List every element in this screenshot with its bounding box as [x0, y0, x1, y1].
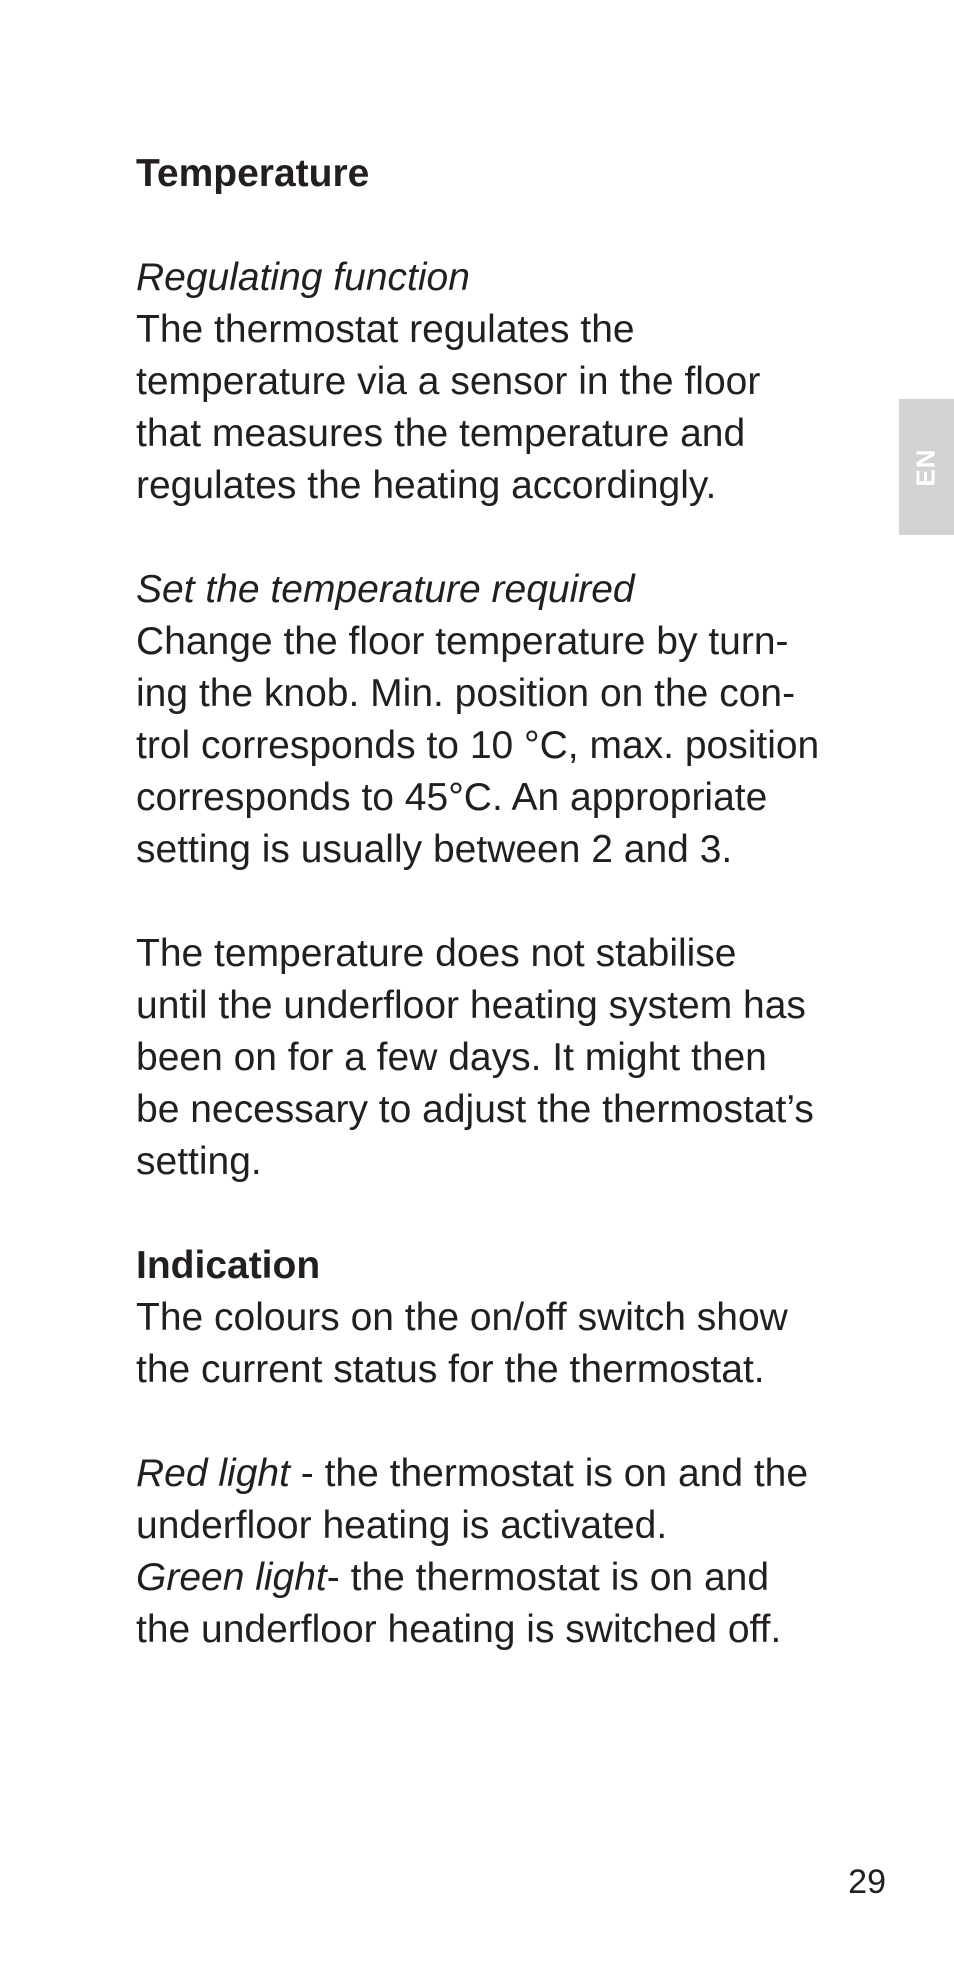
green-light-line-1 — [136, 1552, 856, 1604]
set-temperature-line-4: corresponds to 45°C. An appropriate — [136, 776, 768, 819]
red-light-line-1 — [136, 1448, 856, 1500]
stabilise-line-2: until the underfloor heating system has — [136, 984, 806, 1027]
green-light-line-2: the underfloor heating is switched off. — [136, 1608, 782, 1651]
red-light-term: Red light — [136, 1452, 290, 1495]
spacer — [136, 1188, 856, 1240]
indication-line-1: The colours on the on/off switch show — [136, 1296, 788, 1339]
stabilise-line-3: been on for a few days. It might then — [136, 1036, 767, 1079]
stabilise-line-5: setting. — [136, 1140, 262, 1183]
spacer — [136, 200, 856, 252]
set-temperature-line-3: trol corresponds to 10 °C, max. position — [136, 724, 820, 767]
green-light-term: Green light — [136, 1556, 327, 1599]
language-tab — [899, 399, 954, 535]
green-light-text-1: - the thermostat is on and — [326, 1556, 770, 1599]
spacer — [136, 876, 856, 928]
regulating-line-3: that measures the temperature and — [136, 412, 746, 455]
spacer — [136, 512, 856, 564]
set-temperature-subheading: Set the temperature required — [136, 568, 635, 611]
page-number: 29 — [848, 1863, 886, 1901]
page-content — [136, 148, 856, 1656]
regulating-line-1: The thermostat regulates the — [136, 308, 635, 351]
regulating-function-subheading: Regulating function — [136, 256, 470, 299]
temperature-heading: Temperature — [136, 152, 370, 195]
set-temperature-line-5: setting is usually between 2 and 3. — [136, 828, 733, 871]
indication-line-2: the current status for the thermostat. — [136, 1348, 765, 1391]
regulating-line-4: regulates the heating accordingly. — [136, 464, 717, 507]
set-temperature-line-2: ing the knob. Min. position on the con- — [136, 672, 796, 715]
spacer — [136, 1396, 856, 1448]
language-tab-label: EN — [911, 447, 941, 487]
red-light-text-1: - the thermostat is on and the — [289, 1452, 809, 1495]
stabilise-line-1: The temperature does not stabilise — [136, 932, 737, 975]
set-temperature-line-1: Change the floor temperature by turn- — [136, 620, 789, 663]
stabilise-line-4: be necessary to adjust the thermostat’s — [136, 1088, 814, 1131]
indication-heading: Indication — [136, 1244, 321, 1287]
regulating-line-2: temperature via a sensor in the floor — [136, 360, 761, 403]
red-light-line-2: underfloor heating is activated. — [136, 1504, 668, 1547]
